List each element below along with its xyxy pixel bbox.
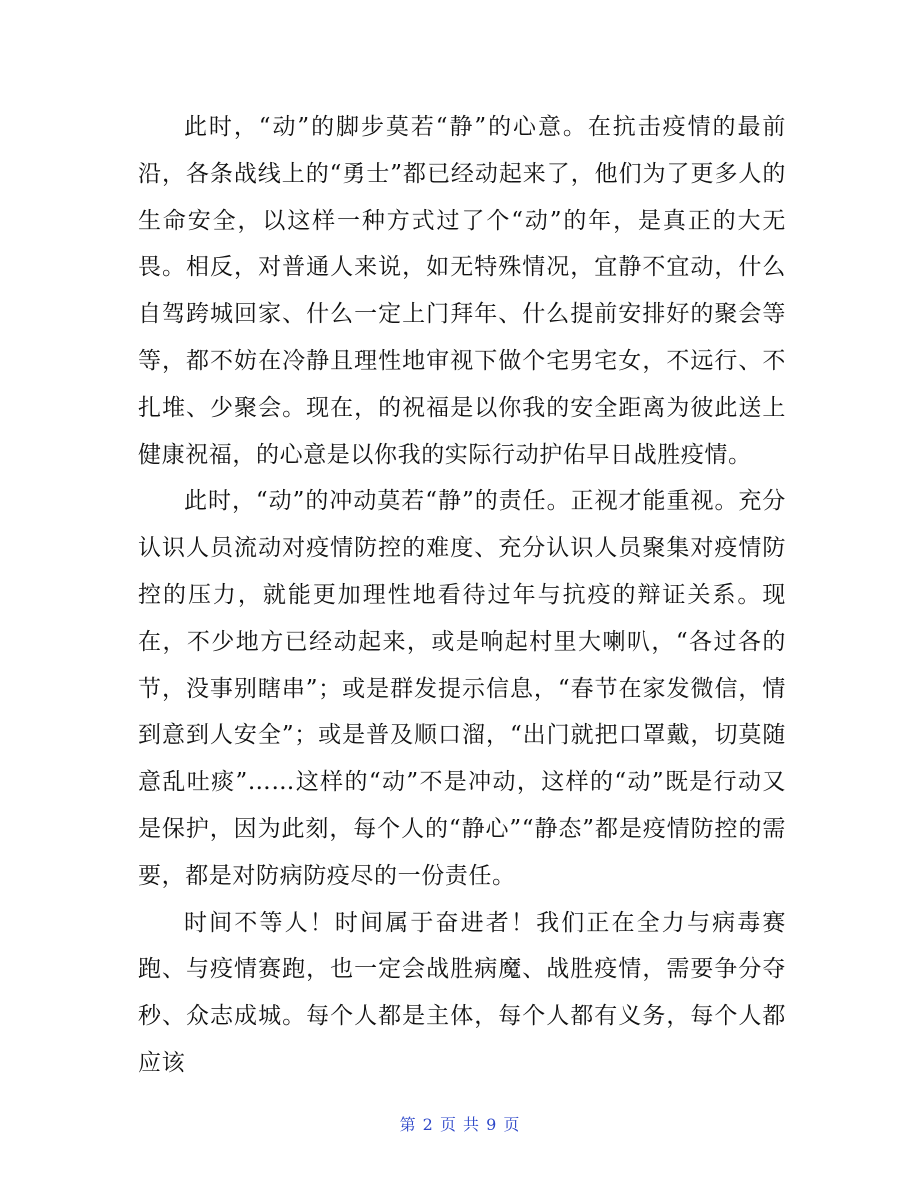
page-number-footer: 第 2 页 共 9 页	[399, 1115, 521, 1134]
paragraph-3: 时间不等人！时间属于奋进者！我们正在全力与病毒赛跑、与疫情赛跑，也一定会战胜病魔、战胜疫情，需要争分夺秒、众志成城。每个人都是主体，每个人都有义务，每个人都应该	[138, 909, 786, 1076]
paragraph-1: 此时，“动”的脚步莫若“静”的心意。在抗击疫情的最前沿，各条战线上的“勇士”都已经动起来了，他们为了更多人的生命安全，以这样一种方式过了个“动”的年，是真正的大无畏。相反，对普通人来说，如无特殊情况，宜静不宜动，什么自驾跨城回家、什么一定上门拜年、什么提前安排好的聚会等等，都不妨在冷静且理性地审视下做个宅男宅女，不远行、不扎堆、少聚会。现在，的祝福是以你我的安全距离为彼此送上健康祝福，的心意是以你我的实际行动护佑早日战胜疫情。	[138, 114, 786, 468]
paragraph-2: 此时，“动”的冲动莫若“静”的责任。正视才能重视。充分认识人员流动对疫情防控的难度、充分认识人员聚集对疫情防控的压力，就能更加理性地看待过年与抗疫的辩证关系。现在，不少地方已经动起来，或是响起村里大喇叭，“各过各的节，没事别瞎串”；或是群发提示信息，“春节在家发微信，情到意到人安全”；或是普及顺口溜，“出门就把口罩戴，切莫随意乱吐痰”……这样的“动”不是冲动，这样的“动”既是行动又是保护，因为此刻，每个人的“静心”“静态”都是疫情防控的需要，都是对防病防疫尽的一份责任。	[138, 488, 786, 889]
body-text	[138, 104, 786, 1087]
